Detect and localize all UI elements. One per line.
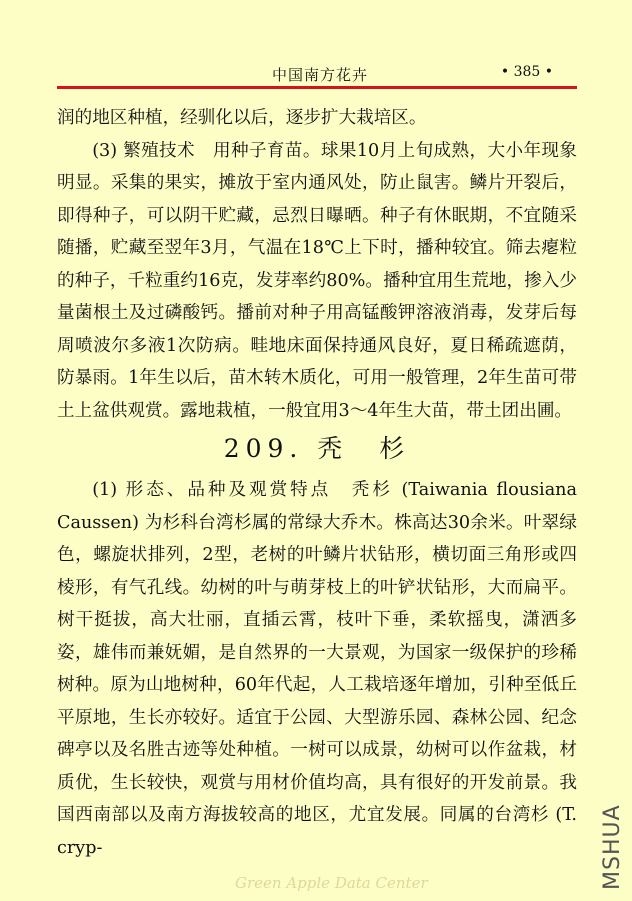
section-heading: 209. 秃 杉	[223, 434, 411, 463]
page-body	[57, 102, 577, 864]
header-rule	[57, 86, 577, 89]
running-header	[57, 64, 577, 86]
propagation-paragraph: (3) 繁殖技术 用种子育苗。球果10月上旬成熟，大小年现象明显。采集的果实，摊放于室内通风处，防止鼠害。鳞片开裂后，即得种子，可以阴干贮藏，忌烈日曝晒。种子有休眠期，不宜随采随播，贮藏至翌年3月，气温在18℃上下时，播种较宜。筛去瘪粒的种子，千粒重约16克，发芽率约80%。播种宜用生荒地，掺入少量菌根土及过磷酸钙。播前对种子用高锰酸钾溶液消毒，发芽后每周喷波尔多液1次防病。畦地床面保持通风良好，夏日稀疏遮荫，防暴雨。1年生以后，苗木转木质化，可用一般管理，2年生苗可带土上盆供观赏。露地栽植，一般宜用3～4年生大苗，带土团出圃。	[57, 140, 577, 421]
continued-paragraph: 润的地区种植，经驯化以后，逐步扩大栽培区。	[57, 108, 427, 128]
morphology-paragraph: (1) 形态、品种及观赏特点 秃杉 (Taiwania flousiana Caussen) 为杉科台湾杉属的常绿大乔木。株高达30余米。叶翠绿色，螺旋状排列，2型，老树的叶鳞片状钻形，横切面三角形或四棱形，有气孔线。幼树的叶与萌芽枝上的叶铲状钻形，大而扁平。树干挺拔，高大壮丽，直插云霄，枝叶下垂，柔软摇曳，潇洒多姿，雄伟而兼妩媚，是自然界的一大景观，为国家一级保护的珍稀树种。原为山地树种，60年代起，人工栽培逐年增加，引种至低丘平原地，生长亦较好。适宜于公园、大型游乐园、森林公园、纪念碑亭以及名胜古迹等处种植。一树可以成景，幼树可以作盆栽，材质优，生长较快，观赏与用材价值均高，具有很好的开发前景。我国西南部以及南方海拔较高的地区，尤宜发展。同属的台湾杉 (T. cryp-	[57, 480, 577, 858]
bottom-watermark: Green Apple Data Center	[235, 874, 428, 892]
book-title: 中国南方花卉	[272, 66, 369, 84]
page-number: • 385 •	[500, 64, 553, 80]
side-watermark: MSHUA	[600, 804, 625, 890]
